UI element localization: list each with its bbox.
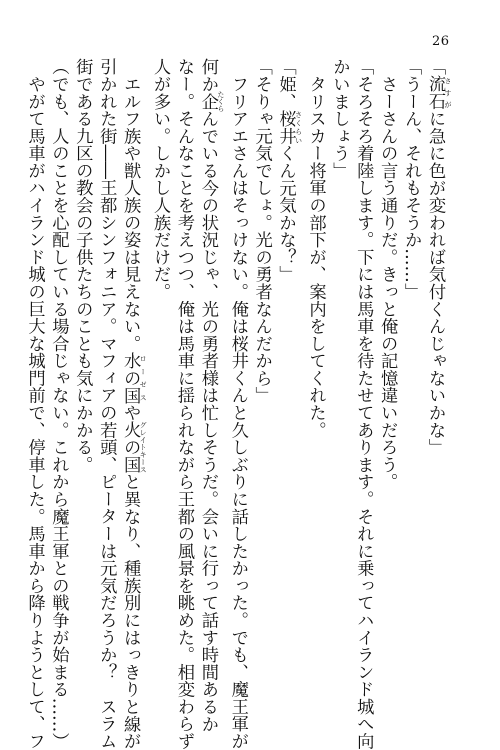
text-line: 「流石 さすがに急に色が変われば気付くんじゃないかな」 xyxy=(425,58,452,456)
text-line: 何か企 たくらんでいる今の状況じゃ、光の勇者様は忙しそうだ。会いに行って話す時間あるか xyxy=(197,58,225,733)
ruby-rozes: 水の国 ローゼス xyxy=(120,351,148,404)
text-line: フリアエさんはそっけない。俺は桜井くんと久しぶりに話したかった。でも、魔王軍が xyxy=(227,58,248,750)
text-line: 「うーん、それもそうか……」 xyxy=(401,58,422,301)
text-line: 引かれた街――王都シンフォニア。マフィアの若頭、ピーターは元気だろうか？ スラム xyxy=(96,58,117,750)
text-line: エルフ族や獣人族の姿は見えない。水の国 ローゼスや火の国 グレイトキースと異なり、種族別にはっきりと線が xyxy=(120,58,148,750)
ruby-greatkeith: 火の国 グレイトキース xyxy=(120,421,148,473)
text-line: 「そりゃ元気でしょ。光の勇者なんだから」 xyxy=(251,58,272,404)
text-line: 街である九区の教会の子供たちのことも気にかかる。 xyxy=(72,58,93,473)
text-line: （でも、人のことを心配している場合じゃない。これから魔王軍との戦争が始まる……） xyxy=(48,58,69,750)
text-line: 人が多い。しかし人族だけだ。 xyxy=(150,58,171,301)
ruby-sasuga: 流石 さすが xyxy=(425,75,452,110)
ruby-sakurai: 桜井 さくらい xyxy=(275,109,303,145)
ruby-takura: 企 たくら xyxy=(197,90,225,112)
text-line: さーさんの言う通りだ。きっと俺の記憶違いだろう。 xyxy=(377,58,398,491)
text-line: かいましょう」 xyxy=(329,58,350,180)
text-line: やがて馬車がハイランド城の巨大な城門前で、停車した。馬車から降りようとして、フ xyxy=(24,58,45,750)
text-line: 「そろそろ着陸します。下には馬車を待たせてあります。それに乗ってハイランド城へ向 xyxy=(353,58,374,750)
page-number: 26 xyxy=(432,34,450,49)
text-line: 「姫、桜井 さくらいくん元気かな？」 xyxy=(275,58,303,283)
text-line: タリスカー将軍の部下が、案内をしてくれた。 xyxy=(305,58,326,439)
text-line: なー。そんなことを考えつつ、俺は馬車に揺られながら王都の風景を眺めた。相変わらず xyxy=(173,58,194,750)
body-text xyxy=(22,58,452,750)
